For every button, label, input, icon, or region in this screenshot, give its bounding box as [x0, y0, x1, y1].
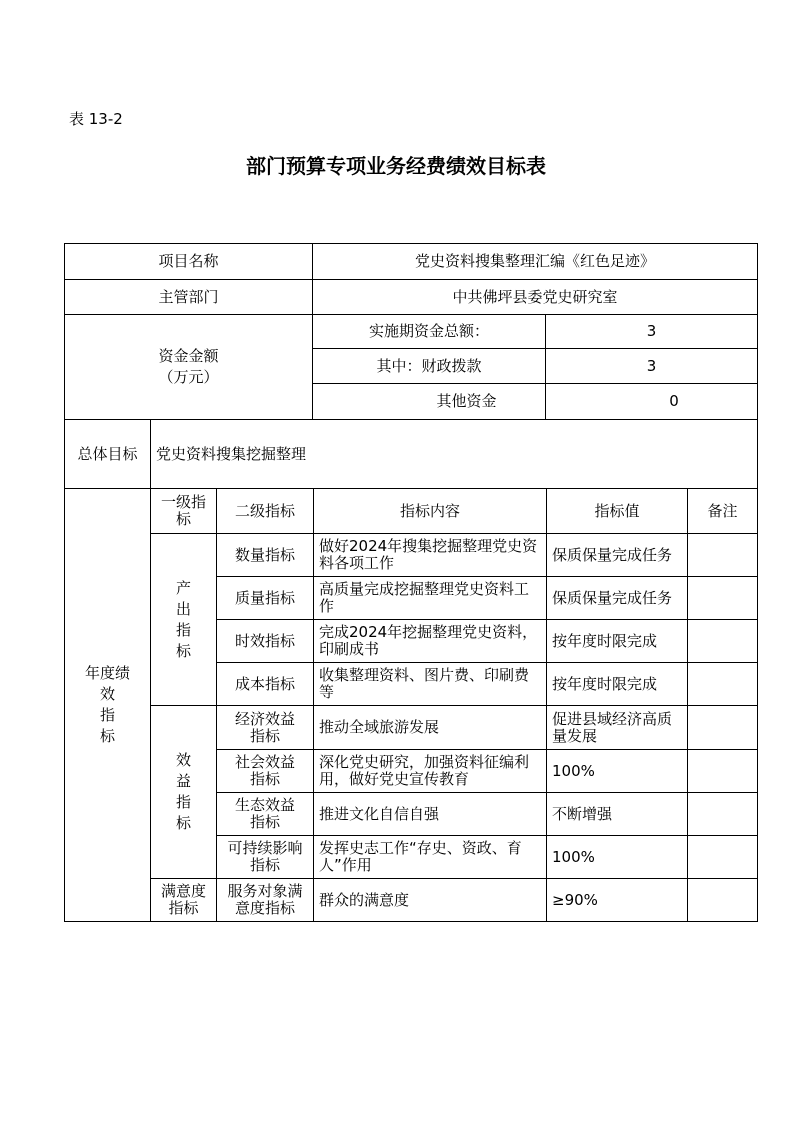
effect-label-char: 标	[175, 814, 191, 832]
annual-label-char: 标	[99, 727, 115, 745]
indicator-row-level2: 社会效益指标	[234, 753, 295, 788]
indicator-row-remark	[688, 793, 757, 835]
indicator-row-level2: 质量指标	[234, 588, 295, 607]
indicator-row-content: 完成2024年挖掘整理党史资料，印刷成书	[319, 623, 538, 658]
project-name-label: 项目名称	[158, 252, 219, 270]
department-label: 主管部门	[158, 287, 219, 306]
indicator-row-value: 保质保量完成任务	[552, 588, 673, 607]
indicator-row-value: 促进县域经济高质量发展	[552, 709, 673, 745]
indicator-row-content: 群众的满意度	[319, 890, 410, 909]
table-number: 表 13-2	[69, 110, 123, 128]
header-level1: 一级指标	[160, 493, 206, 528]
indicator-row-content: 推动全域旅游发展	[319, 718, 440, 736]
indicator-row-content: 收集整理资料、图片费、印刷费等	[319, 666, 530, 701]
indicator-row-content: 推进文化自信自强	[319, 804, 440, 823]
document-title: 部门预算专项业务经费绩效目标表	[246, 154, 546, 178]
annual-label-char: 年度绩	[84, 664, 130, 682]
indicator-row-level2: 数量指标	[234, 545, 295, 564]
indicator-row-value: 不断增强	[552, 804, 613, 823]
funds-label-line2: （万元）	[158, 368, 219, 386]
funds-other-label: 其他资金	[436, 392, 497, 410]
funds-other-value: 0	[669, 392, 679, 410]
indicator-row-remark	[688, 534, 757, 576]
indicator-row-value: ≥90%	[552, 890, 598, 909]
header-level2: 二级指标	[234, 501, 295, 520]
output-label-char: 标	[175, 641, 191, 660]
annual-label-char: 指	[99, 706, 115, 724]
effect-indicators-label	[151, 706, 216, 878]
indicator-row-value: 保质保量完成任务	[552, 545, 673, 564]
indicator-row-remark	[688, 706, 757, 749]
funds-total-label: 实施期资金总额：	[368, 322, 489, 340]
indicator-row-level2: 生态效益指标	[234, 796, 295, 831]
output-label-char: 指	[175, 620, 191, 639]
indicator-row-content: 高质量完成挖掘整理党史资料工作	[319, 580, 530, 615]
funds-fiscal-label: 其中：财政拨款	[376, 356, 482, 375]
effect-label-char: 益	[175, 772, 191, 790]
department-value: 中共佛坪县委党史研究室	[452, 287, 618, 306]
indicator-row-value: 100%	[552, 761, 595, 780]
header-remark: 备注	[707, 501, 738, 520]
effect-label-char: 指	[175, 793, 191, 811]
indicator-row-level2: 时效指标	[234, 631, 295, 650]
effect-label-char: 效	[175, 751, 191, 769]
satisfaction-indicators-label: 满意度指标	[160, 882, 206, 917]
indicator-row-level2: 经济效益指标	[234, 709, 295, 745]
indicator-row-value: 按年度时限完成	[552, 674, 658, 693]
indicator-row-content: 深化党史研究，加强资料征编利用，做好党史宣传教育	[319, 753, 530, 788]
indicator-row-level2: 服务对象满意度指标	[227, 882, 303, 917]
header-value: 指标值	[594, 501, 640, 520]
overall-goal-label: 总体目标	[77, 444, 138, 463]
output-label-char: 产	[175, 578, 191, 597]
indicator-row-remark	[688, 620, 757, 662]
funds-label	[65, 315, 312, 419]
annual-indicators-label	[65, 489, 150, 921]
header-content: 指标内容	[399, 501, 460, 520]
annual-label-char: 效	[99, 685, 115, 703]
funds-fiscal-value: 3	[646, 356, 657, 375]
indicator-row-remark	[688, 577, 757, 619]
indicator-row-level2: 成本指标	[234, 674, 295, 693]
overall-goal-value: 党史资料搜集挖掘整理	[156, 444, 307, 463]
output-indicators-label	[151, 534, 216, 705]
project-name-value: 党史资料搜集整理汇编《红色足迹》	[414, 252, 655, 270]
indicator-row-remark	[688, 879, 757, 921]
output-label-char: 出	[175, 599, 191, 618]
funds-total-value: 3	[646, 322, 657, 340]
indicator-row-value: 100%	[552, 847, 595, 866]
indicator-row-remark	[688, 750, 757, 792]
funds-label-line1: 资金金额	[158, 347, 219, 365]
indicator-row-value: 按年度时限完成	[552, 631, 658, 650]
indicator-row-level2: 可持续影响指标	[227, 839, 303, 874]
indicator-row-remark	[688, 836, 757, 878]
indicator-row-remark	[688, 663, 757, 705]
indicator-row-content: 发挥史志工作“存史、资政、育人”作用	[319, 839, 522, 874]
indicator-row-content: 做好2024年搜集挖掘整理党史资料各项工作	[319, 537, 538, 572]
